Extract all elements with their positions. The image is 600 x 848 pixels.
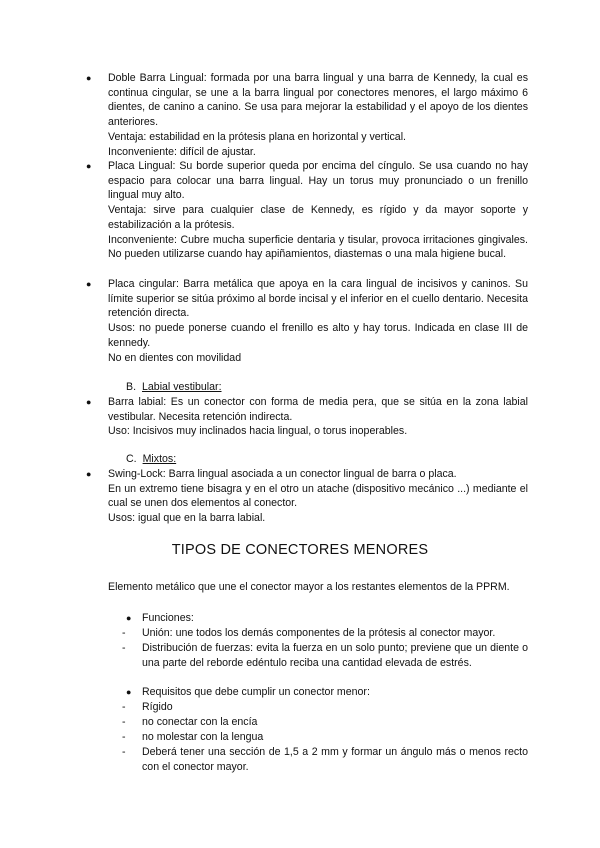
item-text: Barra labial: Es un conector con forma de media pera, que se sitúa en la zona labial vestibular. Necesita retención indirecta. bbox=[108, 396, 528, 423]
section-label: Labial vestibular: bbox=[142, 381, 222, 393]
item-text: Ventaja: estabilidad en la prótesis plana en horizontal y vertical. bbox=[108, 130, 406, 143]
intro-paragraph: Elemento metálico que une el conector mayor a los restantes elementos de la PPRM. bbox=[108, 581, 510, 593]
section-heading-c bbox=[126, 452, 176, 466]
item-text: Doble Barra Lingual: formada por una barra lingual y una barra de Kennedy, la cual es continua cingular, se une a la barra lingual por conectores menores, el largo máximo 6 dientes, de canino a canino. Se usa para mejorar la estabilidad y el apoyo de los dientes anteriores. bbox=[108, 72, 528, 129]
list-item-barra-labial bbox=[86, 395, 528, 439]
funciones-heading bbox=[126, 611, 528, 626]
requisitos-item-text: Rígido bbox=[142, 701, 173, 713]
requisitos-label: Requisitos que debe cumplir un conector menor: bbox=[142, 686, 370, 698]
bullet-icon: ● bbox=[126, 613, 132, 623]
item-text: No en dientes con movilidad bbox=[108, 351, 242, 364]
dash-marker: - bbox=[122, 701, 126, 713]
dash-marker: - bbox=[122, 642, 126, 654]
requisitos-heading bbox=[126, 685, 528, 700]
item-text: Ventaja: sirve para cualquier clase de Kennedy, es rígido y da mayor soporte y estabilización a la prótesis. bbox=[108, 204, 528, 231]
dash-marker: - bbox=[122, 716, 126, 728]
funciones-item-text: Unión: une todos los demás componentes de la prótesis al conector mayor. bbox=[142, 627, 496, 639]
requisitos-item bbox=[122, 745, 528, 774]
section-label: Mixtos: bbox=[142, 453, 177, 465]
requisitos-item-text: Deberá tener una sección de 1,5 a 2 mm y formar un ángulo más o menos recto con el conector mayor. bbox=[142, 746, 528, 773]
requisitos-item bbox=[122, 730, 528, 745]
requisitos-item bbox=[122, 715, 528, 730]
item-text: Inconveniente: Cubre mucha superficie dentaria y tisular, provoca irritaciones gingivales. No pueden utilizarse cuando hay apiñamientos, diastemas o una mala higiene bucal. bbox=[108, 233, 528, 261]
requisitos-item-text: no molestar con la lengua bbox=[142, 731, 264, 743]
requisitos-item bbox=[122, 700, 528, 715]
bullet-icon: ● bbox=[86, 279, 92, 289]
funciones-label: Funciones: bbox=[142, 612, 194, 624]
bullet-icon: ● bbox=[86, 161, 92, 171]
list-item-placa-lingual bbox=[86, 159, 528, 262]
dash-marker: - bbox=[122, 731, 126, 743]
funciones-item bbox=[122, 626, 528, 641]
item-text: Usos: igual que en la barra labial. bbox=[108, 512, 266, 525]
dash-marker: - bbox=[122, 746, 126, 758]
item-text: Usos: no puede ponerse cuando el frenillo es alto y hay torus. Indicada en clase III de kennedy. bbox=[108, 322, 528, 349]
section-letter: C. bbox=[126, 453, 137, 465]
bullet-icon: ● bbox=[86, 73, 92, 83]
list-item-swing-lock bbox=[86, 467, 528, 526]
funciones-item-text: Distribución de fuerzas: evita la fuerza en un solo punto; previene que un diente o una parte del reborde edéntulo reciba una cantidad elevada de estrés. bbox=[142, 642, 528, 669]
bullet-icon: ● bbox=[126, 687, 132, 697]
requisitos-item-text: no conectar con la encía bbox=[142, 716, 258, 728]
item-text: Placa Lingual: Su borde superior queda por encima del cíngulo. Se usa cuando no hay espacio para colocar una barra lingual. Hay un torus muy pronunciado o un frenillo lingual muy alto. bbox=[108, 160, 528, 202]
bullet-icon: ● bbox=[86, 397, 92, 407]
list-item-placa-cingular bbox=[86, 277, 528, 365]
section-title: TIPOS DE CONECTORES MENORES bbox=[171, 542, 429, 558]
dash-marker: - bbox=[122, 627, 126, 639]
item-text: Placa cingular: Barra metálica que apoya en la cara lingual de incisivos y caninos. Su límite superior se sitúa próximo al borde incisal y el inferior en el cuello dentario. Necesita retención directa. bbox=[108, 278, 528, 320]
list-item-doble-barra-lingual bbox=[86, 71, 528, 159]
item-text: Uso: Incisivos muy inclinados hacia lingual, o torus inoperables. bbox=[108, 425, 408, 438]
item-text: Swing-Lock: Barra lingual asociada a un conector lingual de barra o placa. bbox=[108, 468, 457, 480]
bullet-icon: ● bbox=[86, 469, 92, 479]
item-text: Inconveniente: difícil de ajustar. bbox=[108, 145, 256, 158]
section-letter: B. bbox=[126, 381, 137, 393]
section-heading-b bbox=[126, 380, 222, 394]
funciones-item bbox=[122, 641, 528, 670]
item-text: En un extremo tiene bisagra y en el otro un atache (dispositivo mecánico ...) mediante el cual se unen dos elementos al conector. bbox=[108, 482, 528, 510]
